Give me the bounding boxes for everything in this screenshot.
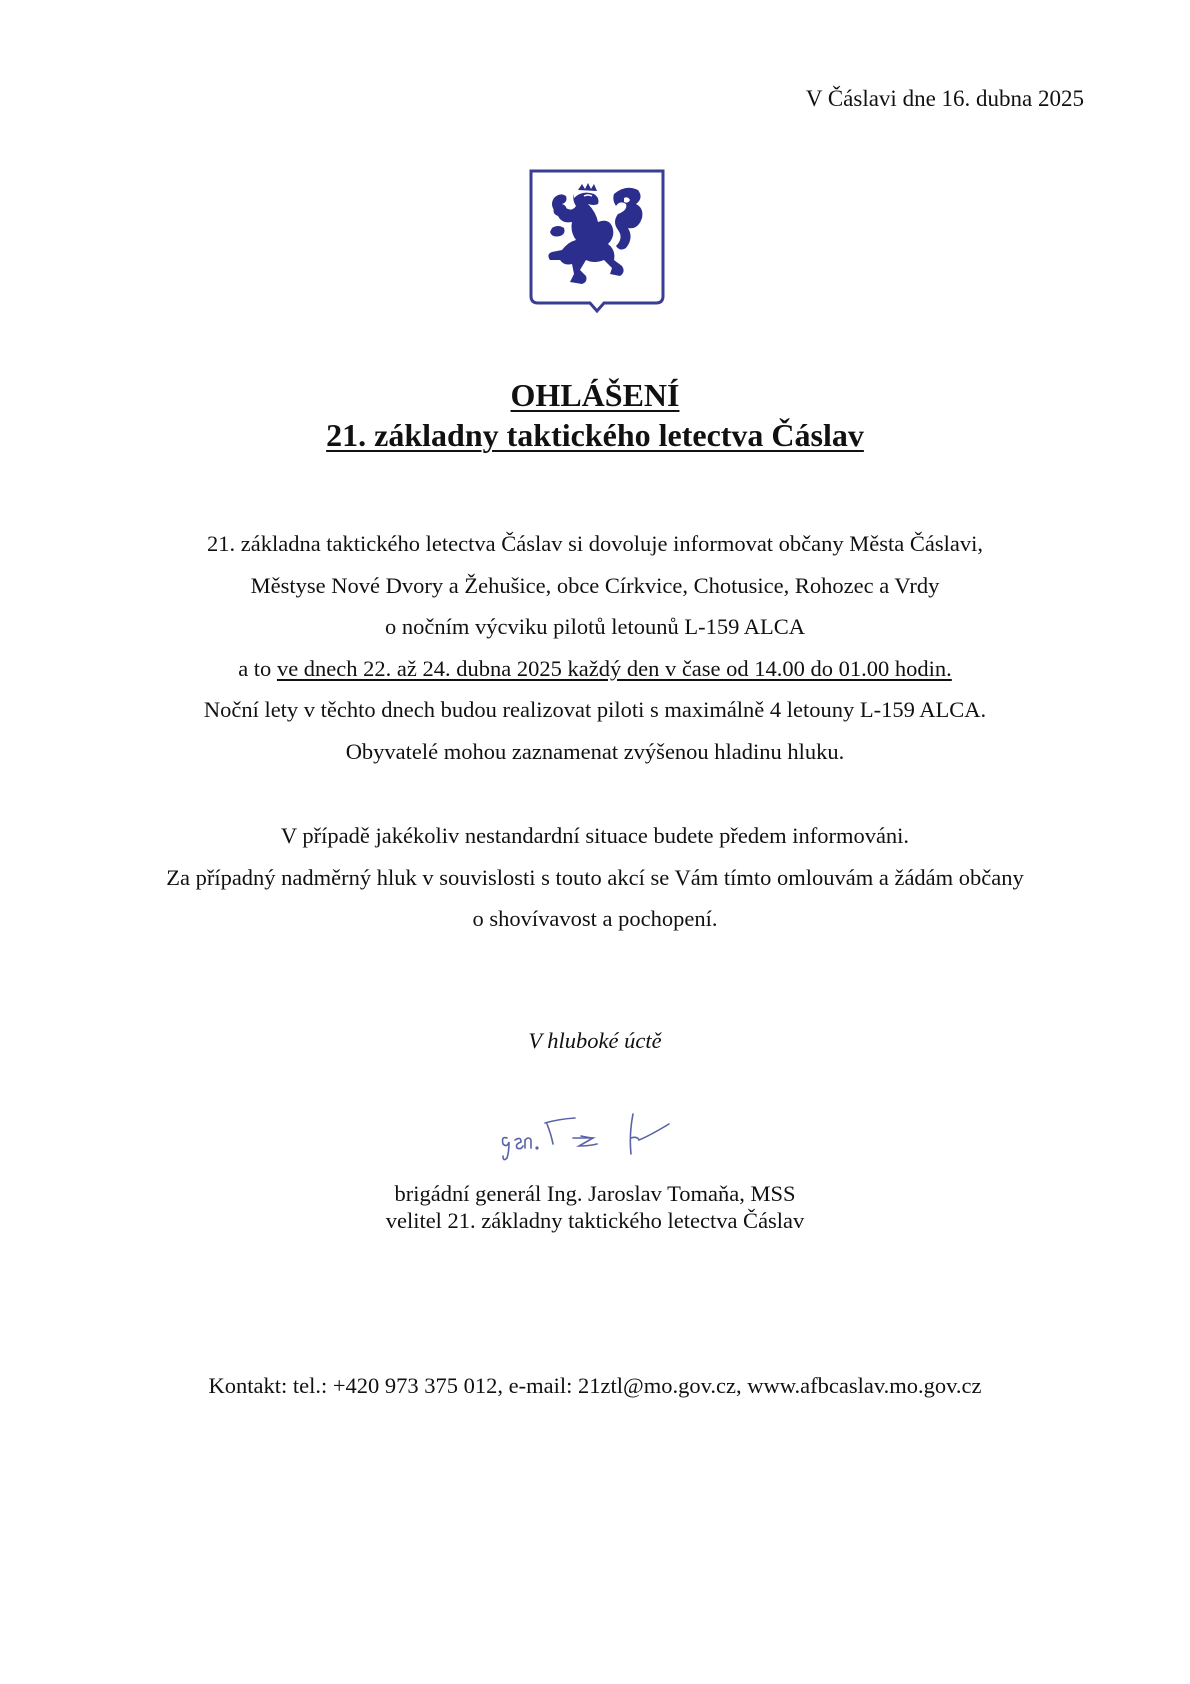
signer-name: brigádní generál Ing. Jaroslav Tomaňa, MSS: [394, 1181, 796, 1206]
handwritten-signature: [485, 1088, 715, 1168]
body-line: o nočním výcviku pilotů letounů L-159 ALCA: [385, 614, 805, 639]
announcement-body: [0, 523, 1190, 772]
announcement-title: [0, 375, 1190, 455]
signer-block: [0, 1180, 1190, 1234]
title-heading: OHLÁŠENÍ: [510, 377, 680, 413]
body-line: Noční lety v těchto dnech budou realizovat piloti s maximálně 4 letouny L-159 ALCA.: [203, 697, 987, 722]
body-line: V případě jakékoliv nestandardní situace budete předem informováni.: [280, 823, 910, 848]
signer-role: velitel 21. základny taktického letectva Čáslav: [385, 1208, 805, 1233]
body-line: Za případný nadměrný hluk v souvislosti s touto akcí se Vám tímto omlouvám a žádám občany: [166, 864, 1024, 890]
body-line: Obyvatelé mohou zaznamenat zvýšenou hladinu hluku.: [345, 738, 845, 764]
caslav-lion-crest-icon: [528, 168, 666, 316]
title-subheading: 21. základny taktického letectva Čáslav: [326, 417, 864, 453]
apology-paragraph: [0, 815, 1190, 940]
place-date: V Čáslavi dne 16. dubna 2025: [805, 86, 1084, 111]
body-line: Městyse Nové Dvory a Žehušice, obce Církvice, Chotusice, Rohozec a Vrdy: [250, 572, 940, 598]
dates-prefix: a to: [238, 655, 277, 681]
body-line: 21. základna taktického letectva Čáslav si dovoluje informovat občany Města Čáslavi,: [206, 531, 984, 556]
contact-info: Kontakt: tel.: +420 973 375 012, e-mail: 21ztl@mo.gov.cz, www.afbcaslav.mo.gov.cz: [208, 1373, 982, 1398]
closing-salutation: V hluboké úctě: [528, 1028, 662, 1053]
dates-line: [0, 648, 1190, 690]
body-line: o shovívavost a pochopení.: [472, 906, 718, 931]
dates-underlined: ve dnech 22. až 24. dubna 2025 každý den v čase od 14.00 do 01.00 hodin.: [276, 655, 952, 681]
